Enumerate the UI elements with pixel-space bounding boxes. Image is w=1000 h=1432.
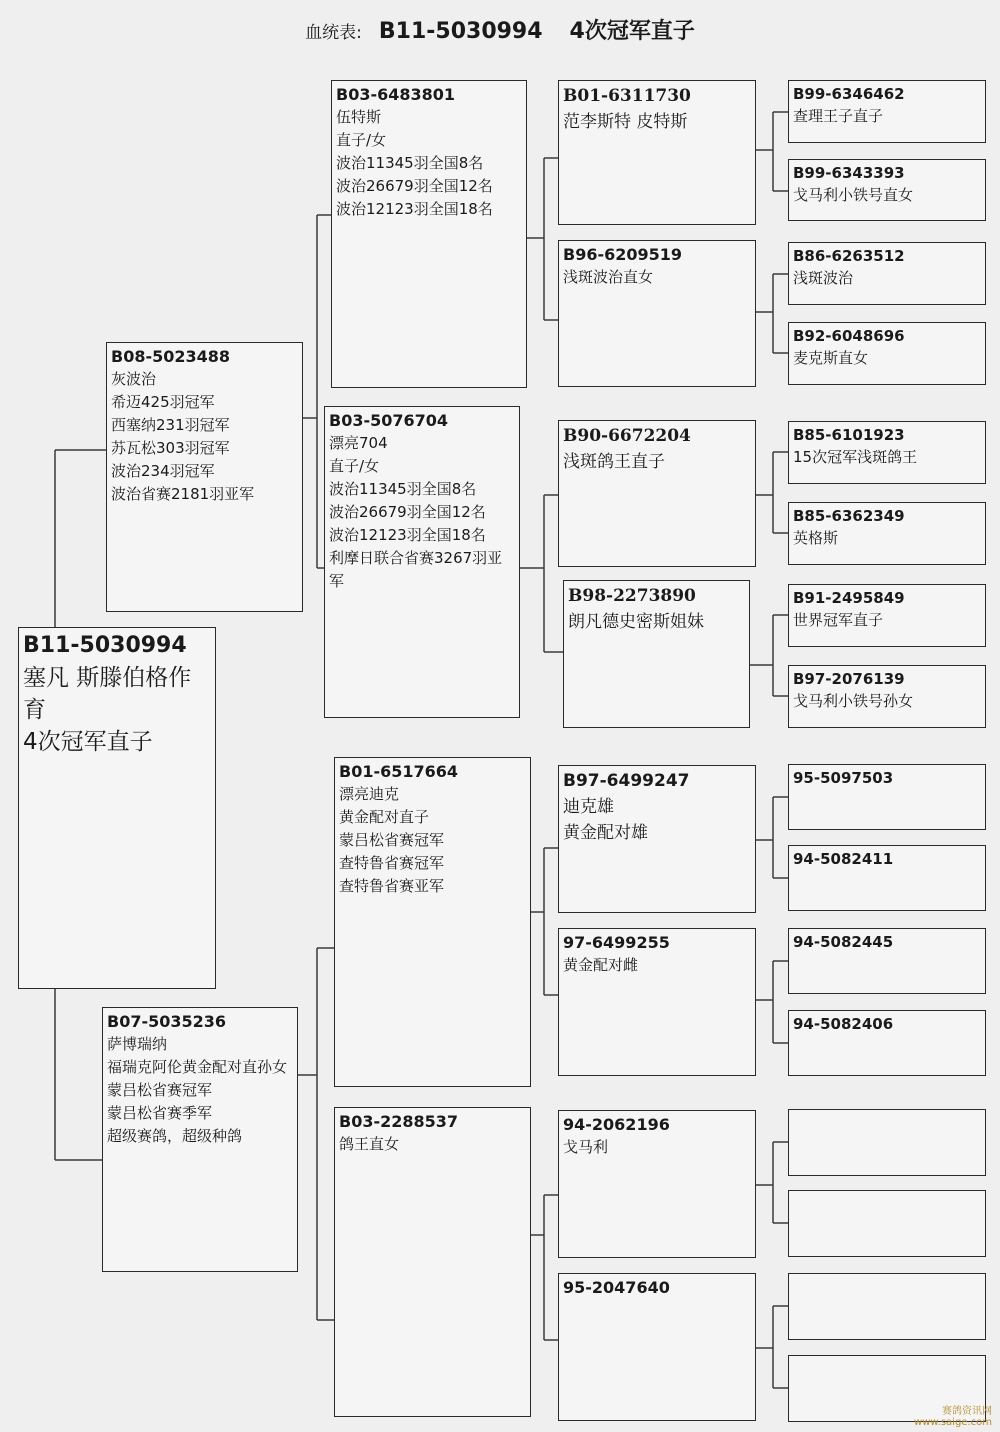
subject-box[interactable] xyxy=(18,627,216,989)
bird-description-line: 波治省赛2181羽亚军 xyxy=(111,485,255,503)
bird-description-line: 波治12123羽全国18名 xyxy=(336,200,493,218)
g4-box[interactable] xyxy=(788,80,986,143)
g4-box[interactable] xyxy=(788,242,986,305)
g4-box[interactable] xyxy=(788,1010,986,1076)
bird-description-line: 浅斑波治 xyxy=(793,269,854,287)
bird-description-line: 蒙吕松省赛季军 xyxy=(107,1104,213,1122)
bird-description-line: 戈马利小铁号孙女 xyxy=(793,692,914,710)
g4-box[interactable] xyxy=(788,159,986,221)
ring-number: B03-6483801 xyxy=(336,85,456,104)
ssd-box[interactable] xyxy=(558,240,756,387)
bird-description-line: 波治26679羽全国12名 xyxy=(336,177,493,195)
bird-description-line: 伍特斯 xyxy=(336,108,382,126)
bird-description-line: 希迈425羽冠军 xyxy=(111,393,215,411)
ring-number: B98-2273890 xyxy=(568,586,696,606)
ring-number: B01-6311730 xyxy=(563,86,691,106)
bird-description-line: 浅斑鸽王直子 xyxy=(563,452,665,472)
bird-description-line: 朗凡德史密斯姐妹 xyxy=(568,612,704,632)
bird-description-line: 4次冠军直子 xyxy=(23,729,153,755)
bird-description-line: 苏瓦松303羽冠军 xyxy=(111,439,230,457)
title-subtitle: 4次冠军直子 xyxy=(569,19,695,44)
g4-box[interactable] xyxy=(788,665,986,728)
bird-description-line: 范李斯特 皮特斯 xyxy=(563,112,688,132)
ring-number: B01-6517664 xyxy=(339,762,459,781)
g4-box[interactable] xyxy=(788,928,986,994)
bird-description-line: 戈马利 xyxy=(563,1138,609,1156)
ring-number: B03-5076704 xyxy=(329,411,449,430)
watermark-name: 赛鸽资讯网 xyxy=(942,1406,992,1417)
ring-number: B92-6048696 xyxy=(793,327,905,345)
bird-description-line: 黄金配对雌 xyxy=(563,956,639,974)
ddd-box[interactable] xyxy=(558,1273,756,1421)
bird-description-line: 英格斯 xyxy=(793,529,839,547)
bird-description-line: 波治11345羽全国8名 xyxy=(329,480,477,498)
ring-number: B85-6362349 xyxy=(793,507,905,525)
dsd-box[interactable] xyxy=(558,928,756,1076)
bird-description-line: 麦克斯直女 xyxy=(793,349,869,367)
ring-number: B91-2495849 xyxy=(793,589,905,607)
g4-box[interactable] xyxy=(788,584,986,647)
bird-description-line: 西塞纳231羽冠军 xyxy=(111,416,230,434)
dam-dam-box[interactable] xyxy=(334,1107,531,1417)
bird-description-line: 查特鲁省赛亚军 xyxy=(339,877,445,895)
ring-number: 94-5082411 xyxy=(793,850,894,868)
bird-description-line: 15次冠军浅斑鸽王 xyxy=(793,448,918,466)
sss-box[interactable] xyxy=(558,80,756,225)
bird-description-line: 利摩日联合省赛3267羽亚军 xyxy=(329,549,503,590)
g4-box[interactable] xyxy=(788,421,986,484)
ring-number: B90-6672204 xyxy=(563,426,691,446)
sdd-box[interactable] xyxy=(563,580,750,728)
ring-number: B97-2076139 xyxy=(793,670,905,688)
g4-box[interactable] xyxy=(788,764,986,830)
ring-number: 94-2062196 xyxy=(563,1115,670,1134)
dds-box[interactable] xyxy=(558,1110,756,1258)
g4-box[interactable] xyxy=(788,1109,986,1176)
bird-description-line: 查理王子直子 xyxy=(793,107,884,125)
sds-box[interactable] xyxy=(558,420,756,567)
bird-description-line: 黄金配对雄 xyxy=(563,823,648,843)
dss-box[interactable] xyxy=(558,765,756,913)
bird-description-line: 波治11345羽全国8名 xyxy=(336,154,484,172)
bird-description-line: 波治12123羽全国18名 xyxy=(329,526,486,544)
bird-description-line: 蒙吕松省赛冠军 xyxy=(339,831,445,849)
bird-description-line: 浅斑波治直女 xyxy=(563,268,654,286)
g4-box[interactable] xyxy=(788,1190,986,1257)
ring-number: B07-5035236 xyxy=(107,1012,227,1031)
title-ring-number: B11-5030994 xyxy=(378,19,543,44)
ring-number: B99-6346462 xyxy=(793,85,905,103)
sire-sire-box[interactable] xyxy=(331,80,527,388)
dam-box[interactable] xyxy=(102,1007,298,1272)
sire-dam-box[interactable] xyxy=(324,406,520,718)
bird-description-line: 鸽王直女 xyxy=(339,1135,400,1153)
g4-box[interactable] xyxy=(788,502,986,565)
ring-number: B08-5023488 xyxy=(111,347,231,366)
ring-number: B11-5030994 xyxy=(23,633,187,658)
ring-number: 94-5082406 xyxy=(793,1015,894,1033)
bird-description-line: 灰波治 xyxy=(111,370,157,388)
bird-description-line: 直子/女 xyxy=(329,457,380,475)
bird-description-line: 波治234羽冠军 xyxy=(111,462,215,480)
bird-description-line: 波治26679羽全国12名 xyxy=(329,503,486,521)
site-watermark xyxy=(914,1406,992,1428)
bird-description-line: 世界冠军直子 xyxy=(793,611,884,629)
ring-number: 95-5097503 xyxy=(793,769,894,787)
ring-number: B85-6101923 xyxy=(793,426,905,444)
bird-description-line: 萨博瑞纳 xyxy=(107,1035,168,1053)
bird-description-line: 塞凡 斯滕伯格作育 xyxy=(23,665,192,723)
bird-description-line: 福瑞克阿伦黄金配对直孙女 xyxy=(107,1058,288,1076)
ring-number: B86-6263512 xyxy=(793,247,905,265)
bird-description-line: 查特鲁省赛冠军 xyxy=(339,854,445,872)
g4-box[interactable] xyxy=(788,322,986,385)
ring-number: B97-6499247 xyxy=(563,771,690,791)
ring-number: 94-5082445 xyxy=(793,933,894,951)
dam-sire-box[interactable] xyxy=(334,757,531,1087)
ring-number: B99-6343393 xyxy=(793,164,905,182)
bird-description-line: 蒙吕松省赛冠军 xyxy=(107,1081,213,1099)
bird-description-line: 漂亮迪克 xyxy=(339,785,400,803)
bird-description-line: 黄金配对直子 xyxy=(339,808,430,826)
ring-number: B96-6209519 xyxy=(563,245,683,264)
bird-description-line: 直子/女 xyxy=(336,131,387,149)
bird-description-line: 超级赛鸽，超级种鸽 xyxy=(107,1127,243,1145)
ring-number: 97-6499255 xyxy=(563,933,670,952)
g4-box[interactable] xyxy=(788,1273,986,1340)
watermark-url: www.saige.com xyxy=(914,1417,992,1428)
bird-description-line: 迪克雄 xyxy=(563,797,614,817)
sire-box[interactable] xyxy=(106,342,303,612)
g4-box[interactable] xyxy=(788,845,986,911)
title-label: 血统表: xyxy=(305,23,362,43)
ring-number: 95-2047640 xyxy=(563,1278,670,1297)
bird-description-line: 戈马利小铁号直女 xyxy=(793,186,914,204)
bird-description-line: 漂亮704 xyxy=(329,434,388,452)
ring-number: B03-2288537 xyxy=(339,1112,459,1131)
